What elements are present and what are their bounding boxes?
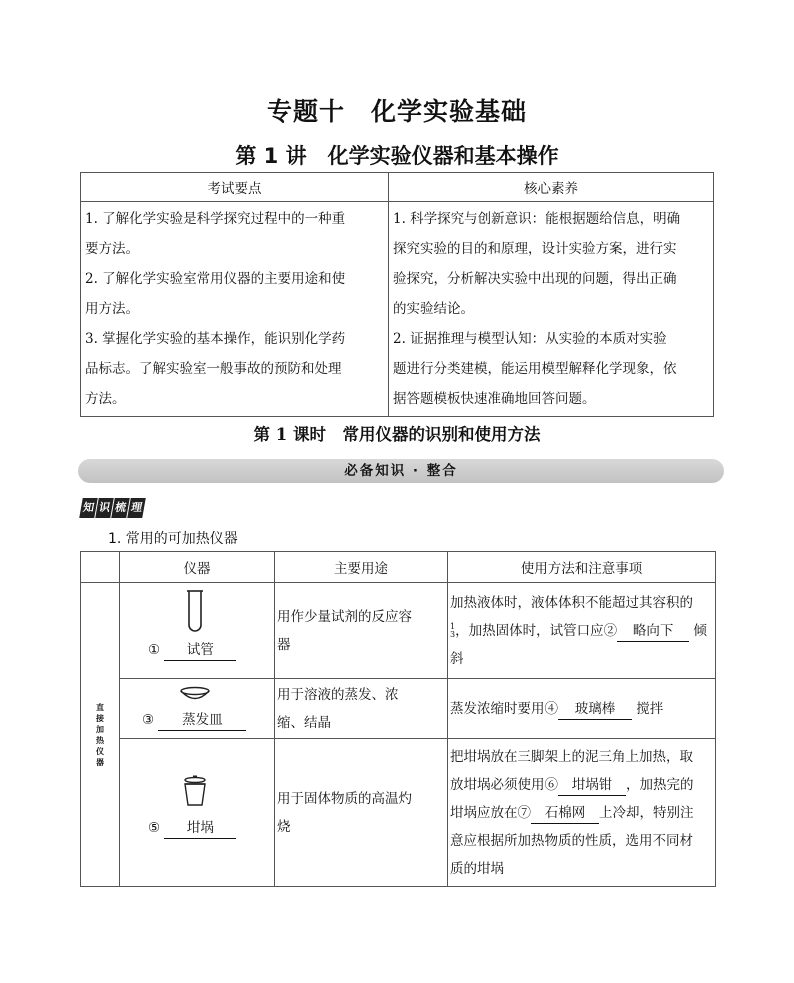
lesson-title: 第 1 课时 常用仪器的识别和使用方法	[253, 425, 541, 444]
core-literacy-header: 核心素养	[389, 173, 714, 202]
notes-line	[450, 799, 713, 827]
test-tube-icon	[185, 589, 205, 635]
blank-header	[81, 552, 120, 583]
notes-text: 倾	[693, 622, 707, 639]
category-char: 热	[96, 734, 104, 745]
literacy-line: 2. 证据推理与模型认知：从实验的本质对实验	[393, 331, 667, 347]
knowledge-badge	[78, 498, 148, 518]
category-char: 器	[96, 756, 104, 767]
banner-label: 必备知识 · 整合	[344, 463, 458, 479]
use-line: 用于溶液的蒸发、浓	[277, 686, 399, 703]
exam-point-line: 方法。	[85, 391, 126, 407]
exam-point-line: 品标志。了解实验室一般事故的预防和处理	[85, 361, 342, 377]
notes-answer: 坩埚钳	[558, 775, 626, 796]
use-line: 器	[277, 636, 291, 653]
instrument-cell	[120, 739, 275, 887]
notes-line: 质的坩埚	[450, 860, 504, 877]
notes-text: 蒸发浓缩时要用④	[450, 700, 558, 717]
core-literacy-cell	[389, 202, 714, 417]
instrument-answer: 试管	[164, 640, 236, 661]
use-cell	[275, 679, 448, 739]
lecture-title: 第 1 讲 化学实验仪器和基本操作	[235, 144, 559, 168]
use-line: 烧	[277, 818, 291, 835]
notes-text: ，加热固体时，试管口应②	[455, 622, 618, 639]
literacy-line: 验探究，分析解决实验中出现的问题，得出正确	[393, 271, 677, 287]
instrument-number: ①	[148, 642, 161, 658]
notes-answer: 玻璃棒	[558, 699, 632, 720]
notes-answer: 石棉网	[531, 803, 599, 824]
exam-points-header: 考试要点	[81, 173, 389, 202]
notes-text: 搅拌	[636, 700, 664, 717]
notes-line: 把坩埚放在三脚架上的泥三角上加热，取	[450, 748, 693, 765]
notes-text: 放坩埚必须使用⑥	[450, 776, 558, 793]
notes-answer: 略向下	[617, 621, 689, 642]
use-header: 主要用途	[275, 552, 448, 583]
notes-text: 上冷却，特别注	[599, 804, 694, 821]
badge-char: 知	[79, 498, 98, 518]
notes-text: 坩埚应放在⑦	[450, 804, 531, 821]
objectives-table	[80, 172, 714, 417]
notes-header: 使用方法和注意事项	[448, 552, 716, 583]
notes-cell	[448, 739, 716, 887]
crucible-icon	[182, 775, 208, 807]
frac-denominator: 3	[450, 630, 456, 639]
instrument-label	[142, 706, 246, 734]
badge-char: 识	[95, 498, 114, 518]
notes-line	[450, 771, 713, 799]
topic-title: 专题十 化学实验基础	[266, 97, 527, 126]
badge-char: 理	[127, 498, 146, 518]
notes-line: 斜	[450, 650, 464, 667]
exam-points-cell	[81, 202, 389, 417]
exam-point-line: 用方法。	[85, 301, 139, 317]
category-char: 加	[96, 723, 104, 734]
instrument-number: ⑤	[148, 820, 161, 836]
instrument-label	[148, 636, 236, 664]
section-banner	[78, 459, 724, 483]
notes-cell	[448, 583, 716, 679]
instrument-cell	[120, 583, 275, 679]
category-cell	[81, 583, 120, 887]
literacy-line: 1. 科学探究与创新意识：能根据题给信息，明确	[393, 211, 681, 227]
category-char: 接	[96, 712, 104, 723]
badge-char: 梳	[111, 498, 130, 518]
use-cell	[275, 739, 448, 887]
literacy-line: 的实验结论。	[393, 301, 474, 317]
exam-point-line: 3. 掌握化学实验的基本操作，能识别化学药	[85, 331, 346, 347]
notes-line	[450, 617, 713, 645]
category-char: 直	[96, 701, 104, 712]
instrument-answer: 坩埚	[164, 818, 236, 839]
literacy-line: 探究实验的目的和原理，设计实验方案，进行实	[393, 241, 677, 257]
instruments-table	[80, 551, 716, 887]
instrument-number: ③	[142, 712, 155, 728]
use-line: 用于固体物质的高温灼	[277, 790, 412, 807]
section-heading: 1. 常用的可加热仪器	[108, 531, 238, 547]
use-line: 用作少量试剂的反应容	[277, 608, 412, 625]
literacy-line: 据答题模板快速准确地回答问题。	[393, 391, 596, 407]
exam-point-line: 1. 了解化学实验是科学探究过程中的一种重	[85, 211, 346, 227]
use-cell	[275, 583, 448, 679]
exam-point-line: 2. 了解化学实验室常用仪器的主要用途和使	[85, 271, 346, 287]
frac-numerator: 1	[450, 622, 456, 631]
literacy-line: 题进行分类建模，能运用模型解释化学现象，依	[393, 361, 677, 377]
notes-text: ，加热完的	[626, 776, 694, 793]
notes-cell	[448, 679, 716, 739]
use-line: 缩、结晶	[277, 714, 331, 731]
instrument-answer: 蒸发皿	[158, 710, 246, 731]
category-char: 仪	[96, 745, 104, 756]
notes-line: 加热液体时，液体体积不能超过其容积的	[450, 594, 693, 611]
evaporating-dish-icon	[179, 686, 211, 702]
instrument-header: 仪器	[120, 552, 275, 583]
instrument-cell	[120, 679, 275, 739]
notes-line: 意应根据所加热物质的性质，选用不同材	[450, 832, 693, 849]
instrument-label	[148, 814, 236, 842]
exam-point-line: 要方法。	[85, 241, 139, 257]
